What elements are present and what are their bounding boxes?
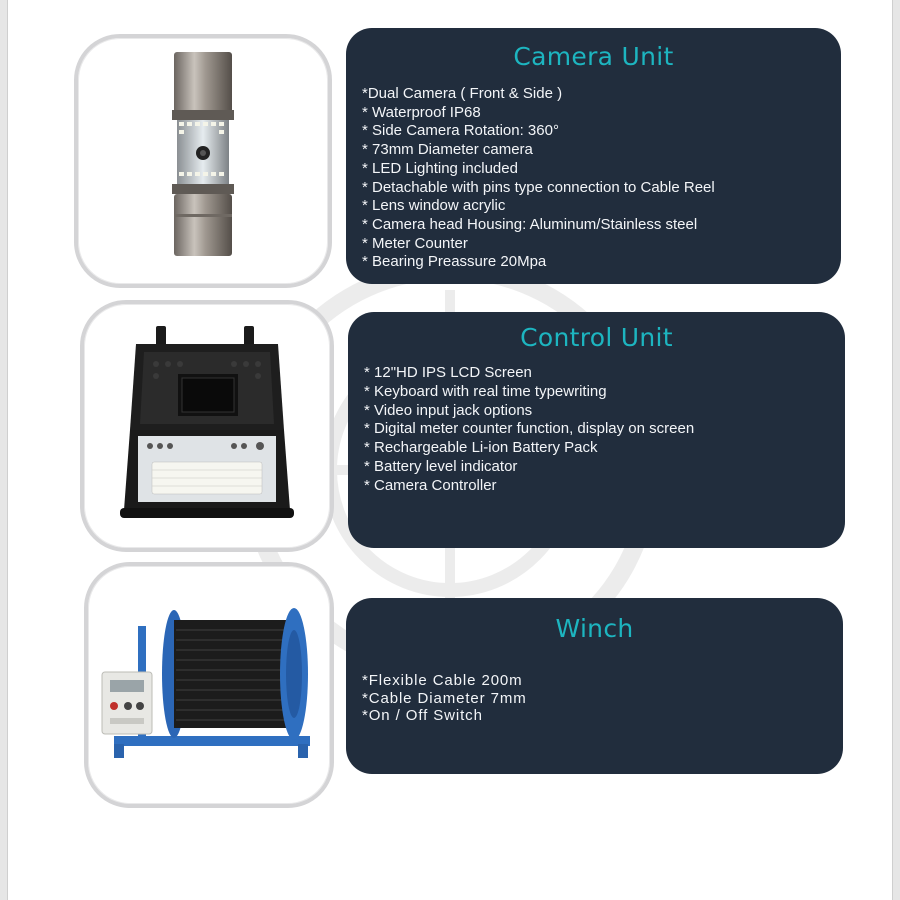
feature-item: * Waterproof IP68 xyxy=(362,103,481,121)
feature-item: * Keyboard with real time typewriting xyxy=(364,382,607,400)
camera-unit-feature-list xyxy=(362,85,715,272)
feature-item: *On / Off Switch xyxy=(362,707,483,724)
feature-item: * Bearing Preassure 20Mpa xyxy=(362,253,547,271)
control-unit-feature-list xyxy=(364,364,694,496)
winch-image-frame xyxy=(84,562,334,808)
feature-item: *Cable Diameter 7mm xyxy=(362,689,527,707)
page-edge-left xyxy=(0,0,8,900)
control-unit-photo xyxy=(84,304,330,548)
control-unit-title: Control Unit xyxy=(520,323,673,352)
feature-item: * LED Lighting included xyxy=(362,159,518,177)
feature-item: *Flexible Cable 200m xyxy=(362,672,523,689)
winch-feature-list xyxy=(362,672,527,725)
feature-item: *Dual Camera ( Front & Side ) xyxy=(362,85,563,102)
feature-item: * Video input jack options xyxy=(364,401,533,419)
feature-item: * Camera head Housing: Aluminum/Stainless steel xyxy=(362,215,698,233)
feature-item: * Digital meter counter function, display on screen xyxy=(364,420,695,438)
feature-item: * 73mm Diameter camera xyxy=(362,141,533,159)
feature-item: * Battery level indicator xyxy=(364,457,518,475)
camera-unit-photo xyxy=(78,38,328,284)
feature-item: * Side Camera Rotation: 360° xyxy=(362,122,559,140)
feature-item: * 12"HD IPS LCD Screen xyxy=(364,364,532,381)
feature-item: * Camera Controller xyxy=(364,476,497,494)
control-unit-image-frame xyxy=(80,300,334,552)
feature-item: * Lens window acrylic xyxy=(362,197,506,215)
winch-title: Winch xyxy=(555,614,634,643)
camera-unit-title: Camera Unit xyxy=(513,42,674,71)
winch-photo xyxy=(88,566,330,804)
feature-item: * Meter Counter xyxy=(362,234,468,252)
page-edge-right xyxy=(892,0,900,900)
feature-item: * Detachable with pins type connection to Cable Reel xyxy=(362,178,715,196)
winch-card xyxy=(346,598,843,774)
control-unit-card xyxy=(348,312,845,548)
camera-unit-image-frame xyxy=(74,34,332,288)
camera-unit-card xyxy=(346,28,841,284)
feature-item: * Rechargeable Li-ion Battery Pack xyxy=(364,439,598,457)
